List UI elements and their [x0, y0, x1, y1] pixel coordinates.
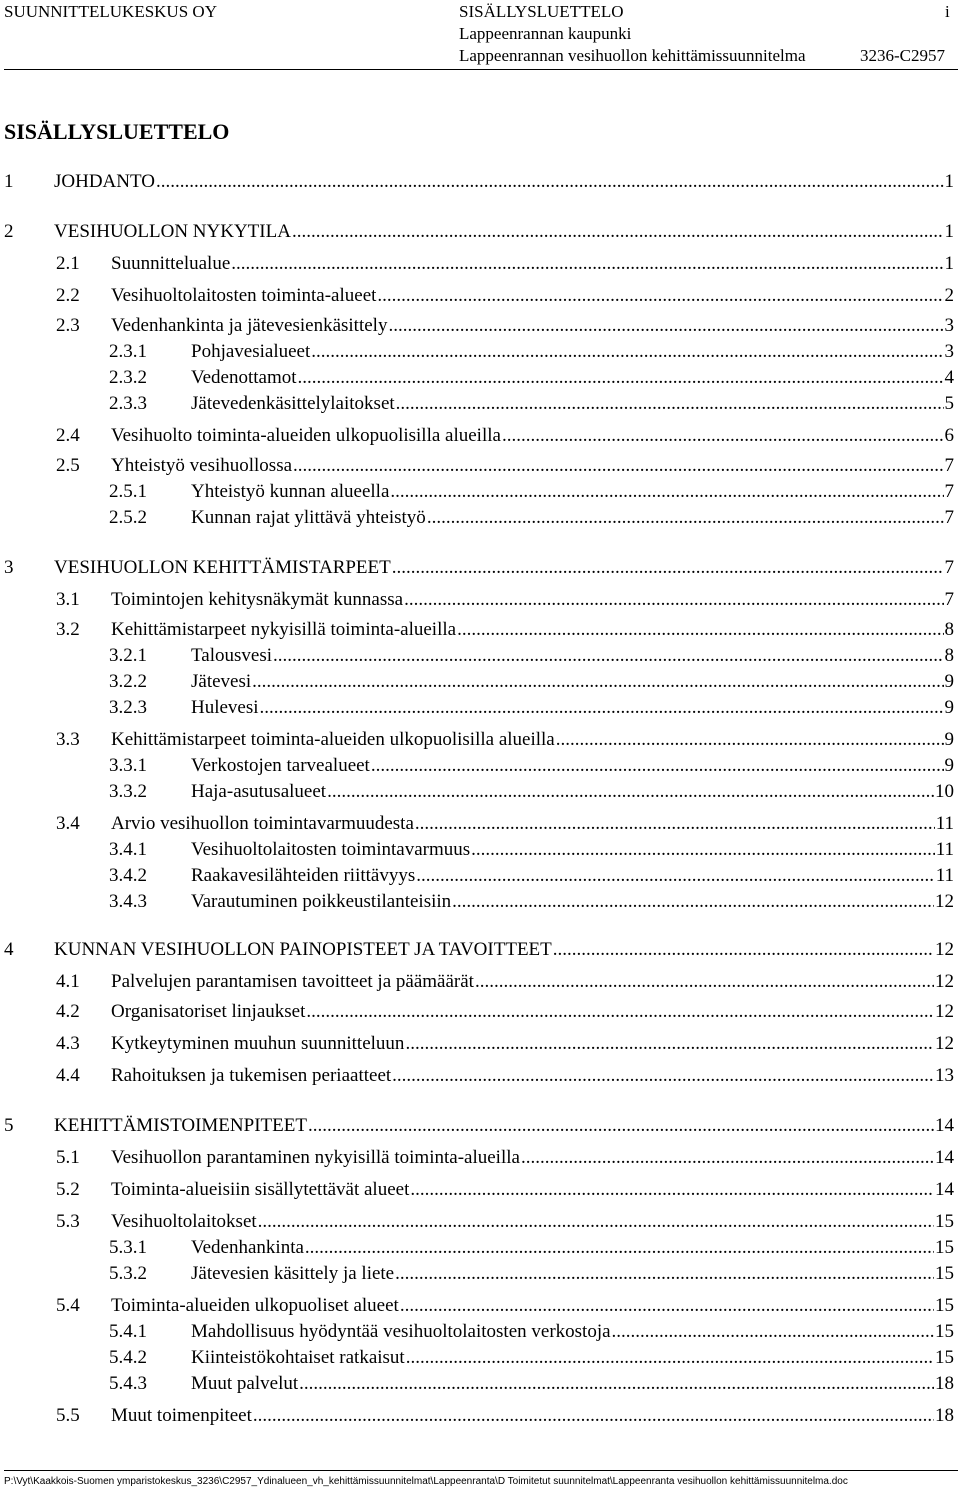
toc-entry-page: 18 [935, 1373, 954, 1394]
toc-entry-page: 6 [944, 425, 954, 446]
toc-entry-title: KUNNAN VESIHUOLLON PAINOPISTEET JA TAVOITTEET [54, 939, 552, 960]
toc-entry [4, 556, 954, 580]
page-header [0, 0, 960, 70]
toc-entry-page: 3 [944, 315, 954, 336]
toc-entry-title: Jätevesi [191, 671, 252, 692]
toc-entry-page: 12 [935, 1001, 954, 1022]
toc-entry-number: 2.3 [56, 315, 80, 336]
toc-entry-number: 5.4 [56, 1295, 80, 1316]
toc-entry [4, 170, 954, 194]
header-project-code: 3236-C2957 [860, 46, 945, 65]
toc-entry-page: 14 [935, 1115, 954, 1136]
toc-entry-page: 7 [944, 557, 954, 578]
toc-entry-title: Yhteistyö vesihuollossa [111, 455, 293, 476]
toc-leader-dots [475, 970, 934, 994]
toc-title: SISÄLLYSLUETTELO [4, 119, 230, 144]
toc-entry-page: 18 [935, 1405, 954, 1426]
toc-entry-title: Muut palvelut [191, 1373, 299, 1394]
toc-entry-title: Mahdollisuus hyödyntää vesihuoltolaitosten verkostoja [191, 1321, 611, 1342]
toc-entry-number: 3.4 [56, 813, 80, 834]
toc-entry-title: Vesihuoltolaitosten toimintavarmuus [191, 839, 471, 860]
footer-file-path: P:\Vyt\Kaakkois-Suomen ymparistokeskus_3236\C2957_Ydinalueen_vh_kehittämissuunnitelmat\Lappeenranta\D Toimitetut suunnitelmat\Lappeenranta vesihuollon kehittämissuunnitelma.doc [4, 1476, 848, 1487]
toc-entry-page: 12 [935, 891, 954, 912]
toc-leader-dots [311, 340, 943, 364]
toc-leader-dots [305, 1236, 934, 1260]
toc-entry-number: 2.3.3 [109, 393, 147, 414]
toc-entry [109, 890, 954, 914]
toc-leader-dots [396, 392, 944, 416]
toc-entry [56, 812, 954, 836]
toc-entry-page: 1 [944, 221, 954, 242]
toc-leader-dots [371, 754, 944, 778]
toc-leader-dots [388, 314, 943, 338]
toc-entry [56, 424, 954, 448]
toc-entry-page: 12 [935, 939, 954, 960]
toc-leader-dots [405, 1032, 934, 1056]
toc-leader-dots [410, 1178, 934, 1202]
toc-entry [56, 454, 954, 478]
toc-entry-page: 1 [944, 253, 954, 274]
toc-entry-number: 3.3.1 [109, 755, 147, 776]
toc-entry-number: 2.4 [56, 425, 80, 446]
toc-entry-title: Vedenottamot [191, 367, 297, 388]
toc-entry-title: Toimintojen kehitysnäkymät kunnassa [111, 589, 404, 610]
toc-entry-page: 7 [944, 507, 954, 528]
toc-entry [56, 1210, 954, 1234]
toc-leader-dots [415, 812, 935, 836]
toc-entry-page: 11 [935, 839, 954, 860]
toc-entry-page: 12 [935, 1033, 954, 1054]
toc-entry [56, 1000, 954, 1024]
toc-entry-page: 15 [935, 1347, 954, 1368]
toc-entry-number: 3.2.3 [109, 697, 147, 718]
toc-leader-dots [471, 838, 935, 862]
toc-entry-page: 15 [935, 1295, 954, 1316]
toc-entry-number: 5.4.3 [109, 1373, 147, 1394]
toc-entry [109, 340, 954, 364]
toc-entry [4, 220, 954, 244]
toc-entry-number: 2.5.2 [109, 507, 147, 528]
toc-entry-page: 4 [944, 367, 954, 388]
toc-entry-number: 2.2 [56, 285, 80, 306]
toc-entry-page: 7 [944, 455, 954, 476]
toc-entry [109, 1372, 954, 1396]
toc-leader-dots [457, 618, 943, 642]
toc-entry [109, 838, 954, 862]
toc-leader-dots [612, 1320, 934, 1344]
toc-leader-dots [292, 220, 944, 244]
toc-entry-page: 10 [935, 781, 954, 802]
toc-entry [56, 252, 954, 276]
toc-leader-dots [521, 1146, 934, 1170]
toc-entry-page: 9 [944, 729, 954, 750]
toc-entry-number: 3.3.2 [109, 781, 147, 802]
toc-leader-dots [553, 938, 934, 962]
toc-entry-number: 3.4.3 [109, 891, 147, 912]
toc-leader-dots [252, 670, 943, 694]
footer-rule [4, 1470, 958, 1471]
toc-entry-number: 2.5 [56, 455, 80, 476]
toc-entry-number: 3.2.2 [109, 671, 147, 692]
toc-entry-page: 11 [935, 813, 954, 834]
toc-leader-dots [308, 1114, 934, 1138]
toc-entry-number: 5.3.2 [109, 1263, 147, 1284]
toc-entry-title: Toiminta-alueiden ulkopuoliset alueet [111, 1295, 399, 1316]
toc-entry-title: Varautuminen poikkeustilanteisiin [191, 891, 452, 912]
toc-entry [109, 1262, 954, 1286]
toc-entry-title: Vedenhankinta ja jätevesienkäsittely [111, 315, 388, 336]
toc-leader-dots [299, 1372, 934, 1396]
toc-entry-number: 3 [4, 557, 14, 578]
toc-entry-page: 14 [935, 1179, 954, 1200]
toc-entry-page: 1 [944, 171, 954, 192]
toc-entry-page: 7 [944, 589, 954, 610]
toc-entry [56, 1404, 954, 1428]
toc-entry [56, 970, 954, 994]
header-rule [4, 69, 958, 70]
toc-entry-title: Verkostojen tarvealueet [191, 755, 370, 776]
toc-entry-title: Yhteistyö kunnan alueella [191, 481, 390, 502]
toc-entry [109, 780, 954, 804]
toc-entry-page: 14 [935, 1147, 954, 1168]
toc-entry-title: Arvio vesihuollon toimintavarmuudesta [111, 813, 414, 834]
toc-entry-number: 3.2.1 [109, 645, 147, 666]
toc-entry-number: 3.4.1 [109, 839, 147, 860]
toc-entry-title: Vesihuolto toiminta-alueiden ulkopuolisilla alueilla [111, 425, 501, 446]
toc-entry-number: 5.1 [56, 1147, 80, 1168]
toc-entry-title: Kunnan rajat ylittävä yhteistyö [191, 507, 426, 528]
toc-entry [109, 696, 954, 720]
toc-leader-dots [273, 644, 944, 668]
toc-entry-title: Jätevedenkäsittelylaitokset [191, 393, 395, 414]
toc-entry-title: Kytkeytyminen muuhun suunnitteluun [111, 1033, 405, 1054]
toc-leader-dots [231, 252, 943, 276]
toc-entry-title: Hulevesi [191, 697, 259, 718]
toc-entry-number: 3.2 [56, 619, 80, 640]
toc-entry-title: Talousvesi [191, 645, 272, 666]
toc-entry-page: 15 [935, 1263, 954, 1284]
toc-entry-number: 2.3.2 [109, 367, 147, 388]
toc-leader-dots [392, 1064, 934, 1088]
toc-entry [109, 670, 954, 694]
toc-entry-title: JOHDANTO [54, 171, 155, 192]
toc-leader-dots [452, 890, 934, 914]
toc-leader-dots [293, 454, 943, 478]
toc-entry-number: 4.1 [56, 971, 80, 992]
toc-entry-page: 8 [944, 645, 954, 666]
toc-leader-dots [556, 728, 944, 752]
toc-entry-title: Muut toimenpiteet [111, 1405, 252, 1426]
toc-leader-dots [502, 424, 944, 448]
toc-leader-dots [306, 1000, 934, 1024]
toc-entry [4, 1114, 954, 1138]
toc-entry-number: 1 [4, 171, 14, 192]
toc-entry-number: 3.3 [56, 729, 80, 750]
toc-entry [56, 1064, 954, 1088]
toc-entry [109, 864, 954, 888]
toc-entry-title: KEHITTÄMISTOIMENPITEET [54, 1115, 307, 1136]
toc-leader-dots [416, 864, 934, 888]
toc-entry-title: Haja-asutusalueet [191, 781, 327, 802]
toc-entry [109, 644, 954, 668]
toc-entry [56, 314, 954, 338]
toc-leader-dots [400, 1294, 934, 1318]
toc-leader-dots [377, 284, 943, 308]
toc-entry [56, 1146, 954, 1170]
toc-entry [109, 1236, 954, 1260]
toc-entry-number: 5.5 [56, 1405, 80, 1426]
toc-entry [56, 618, 954, 642]
toc-entry [109, 506, 954, 530]
toc-entry-number: 2 [4, 221, 14, 242]
toc-entry [109, 1346, 954, 1370]
toc-entry [56, 588, 954, 612]
toc-leader-dots [258, 1210, 934, 1234]
toc-leader-dots [298, 366, 944, 390]
toc-entry-title: Pohjavesialueet [191, 341, 311, 362]
toc-entry-number: 5.3 [56, 1211, 80, 1232]
header-company: SUUNNITTELUKESKUS OY [4, 2, 217, 21]
toc-entry-number: 5.3.1 [109, 1237, 147, 1258]
toc-entry-page: 9 [944, 755, 954, 776]
toc-entry [109, 1320, 954, 1344]
toc-entry-page: 9 [944, 671, 954, 692]
toc-entry [56, 1178, 954, 1202]
header-document: Lappeenrannan vesihuollon kehittämissuunnitelma [459, 46, 806, 65]
toc-entry-number: 4.3 [56, 1033, 80, 1054]
toc-entry-number: 4.2 [56, 1001, 80, 1022]
toc-leader-dots [404, 588, 943, 612]
toc-entry [56, 1032, 954, 1056]
header-client: Lappeenrannan kaupunki [459, 24, 632, 43]
toc-leader-dots [327, 780, 934, 804]
toc-entry-page: 8 [944, 619, 954, 640]
toc-leader-dots [260, 696, 944, 720]
toc-entry-title: Kehittämistarpeet nykyisillä toiminta-alueilla [111, 619, 457, 640]
toc-entry [56, 728, 954, 752]
toc-leader-dots [156, 170, 944, 194]
toc-entry-page: 2 [944, 285, 954, 306]
toc-entry-number: 2.1 [56, 253, 80, 274]
toc-entry-title: Vesihuollon parantaminen nykyisillä toiminta-alueilla [111, 1147, 520, 1168]
toc-entry-number: 3.1 [56, 589, 80, 610]
toc-entry-page: 15 [935, 1211, 954, 1232]
toc-entry-page: 3 [944, 341, 954, 362]
toc-entry-number: 2.5.1 [109, 481, 147, 502]
toc-entry-page: 12 [935, 971, 954, 992]
toc-entry-title: Kiinteistökohtaiset ratkaisut [191, 1347, 405, 1368]
toc-leader-dots [390, 480, 943, 504]
toc-entry-number: 4.4 [56, 1065, 80, 1086]
toc-entry [56, 1294, 954, 1318]
toc-entry [4, 938, 954, 962]
toc-leader-dots [406, 1346, 934, 1370]
toc-entry-title: Palvelujen parantamisen tavoitteet ja päämäärät [111, 971, 474, 992]
toc-entry-title: Vesihuoltolaitosten toiminta-alueet [111, 285, 377, 306]
toc-entry-page: 5 [944, 393, 954, 414]
toc-entry-title: Vedenhankinta [191, 1237, 304, 1258]
toc-leader-dots [392, 556, 944, 580]
toc-entry [109, 366, 954, 390]
toc-entry-title: Toiminta-alueisiin sisällytettävät alueet [111, 1179, 410, 1200]
toc-entry-page: 15 [935, 1321, 954, 1342]
toc-entry-page: 15 [935, 1237, 954, 1258]
header-page-number: i [945, 2, 950, 21]
toc-entry-title: Vesihuoltolaitokset [111, 1211, 257, 1232]
toc-entry-page: 13 [935, 1065, 954, 1086]
toc-entry-number: 2.3.1 [109, 341, 147, 362]
toc-entry-number: 3.4.2 [109, 865, 147, 886]
toc-entry-page: 9 [944, 697, 954, 718]
toc-entry [56, 284, 954, 308]
toc-leader-dots [427, 506, 944, 530]
toc-entry-title: VESIHUOLLON NYKYTILA [54, 221, 291, 242]
toc-entry [109, 392, 954, 416]
toc-entry-number: 5.2 [56, 1179, 80, 1200]
toc-entry [109, 480, 954, 504]
toc-entry-number: 5.4.1 [109, 1321, 147, 1342]
toc-leader-dots [395, 1262, 934, 1286]
toc-entry-title: VESIHUOLLON KEHITTÄMISTARPEET [54, 557, 391, 578]
toc-entry-title: Raakavesilähteiden riittävyys [191, 865, 416, 886]
header-section: SISÄLLYSLUETTELO [459, 2, 624, 21]
toc-entry [109, 754, 954, 778]
toc-entry-title: Rahoituksen ja tukemisen periaatteet [111, 1065, 392, 1086]
toc-entry-title: Organisatoriset linjaukset [111, 1001, 306, 1022]
toc-leader-dots [253, 1404, 934, 1428]
toc-entry-title: Jätevesien käsittely ja liete [191, 1263, 395, 1284]
toc-entry-title: Kehittämistarpeet toiminta-alueiden ulkopuolisilla alueilla [111, 729, 555, 750]
toc-entry-title: Suunnittelualue [111, 253, 231, 274]
toc-entry-number: 5 [4, 1115, 14, 1136]
toc-entry-number: 4 [4, 939, 14, 960]
toc-entry-page: 7 [944, 481, 954, 502]
toc-entry-number: 5.4.2 [109, 1347, 147, 1368]
toc-entry-page: 11 [935, 865, 954, 886]
